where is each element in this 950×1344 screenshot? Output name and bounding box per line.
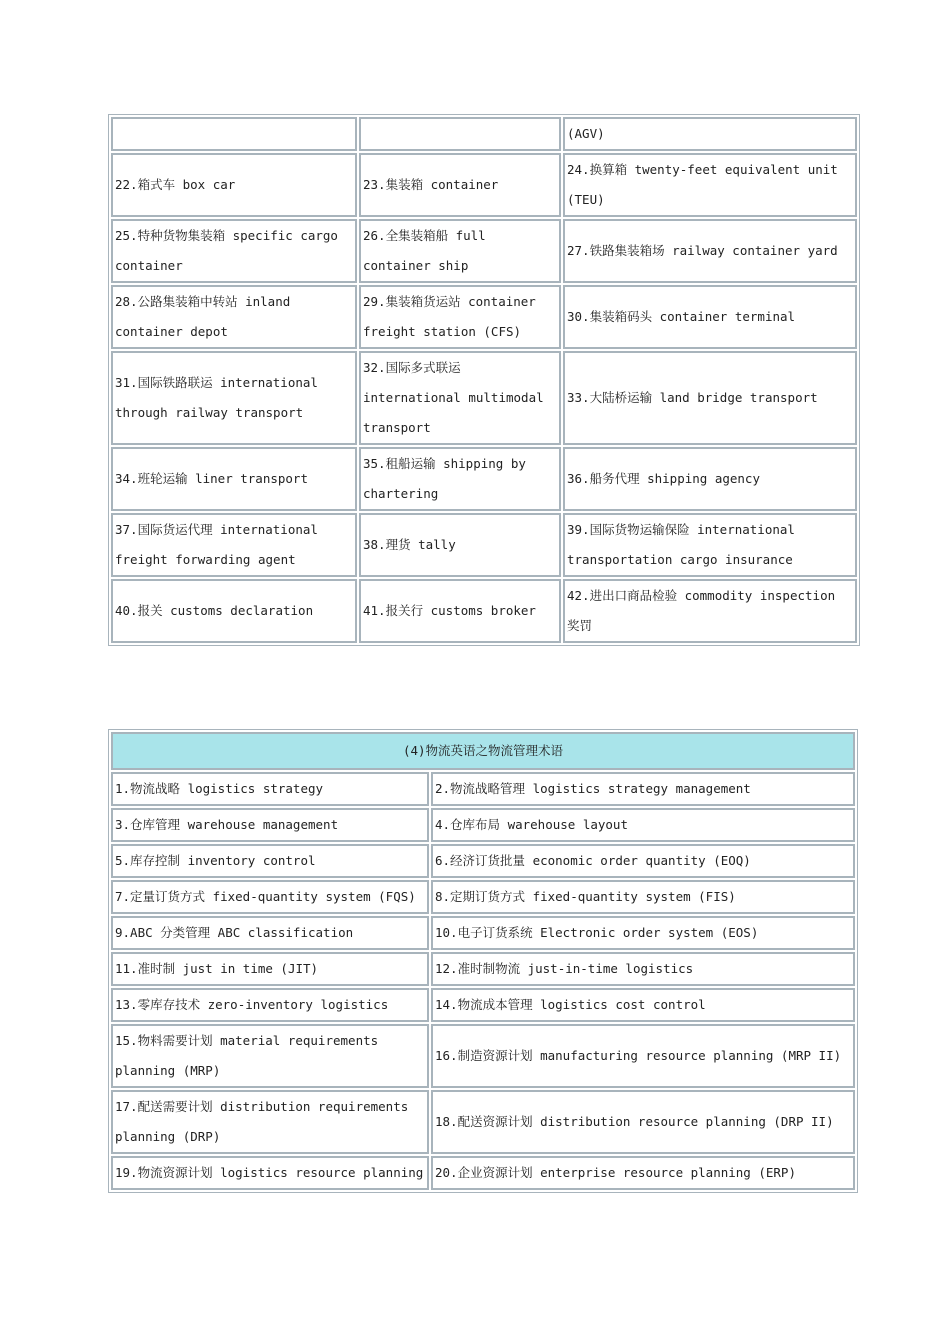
table-row <box>111 153 857 217</box>
table-cell: 37.国际货运代理 international freight forwarding agent <box>111 513 357 577</box>
table-cell: 28.公路集装箱中转站 inland container depot <box>111 285 357 349</box>
table-cell: 9.ABC 分类管理 ABC classification <box>111 916 429 950</box>
table-cell: 15.物料需要计划 material requirements planning (MRP) <box>111 1024 429 1088</box>
table-cell: 14.物流成本管理 logistics cost control <box>431 988 855 1022</box>
table-cell: 30.集装箱码头 container terminal <box>563 285 857 349</box>
table-cell: 36.船务代理 shipping agency <box>563 447 857 511</box>
table-cell: 23.集装箱 container <box>359 153 561 217</box>
table-row <box>111 952 855 986</box>
table-cell: 24.换算箱 twenty-feet equivalent unit (TEU) <box>563 153 857 217</box>
table-row <box>111 880 855 914</box>
table-cell: 4.仓库布局 warehouse layout <box>431 808 855 842</box>
table-cell: 22.箱式车 box car <box>111 153 357 217</box>
table-cell: 17.配送需要计划 distribution requirements planning (DRP) <box>111 1090 429 1154</box>
table-cell: 35.租船运输 shipping by chartering <box>359 447 561 511</box>
table-cell: 7.定量订货方式 fixed-quantity system (FQS) <box>111 880 429 914</box>
management-terms-table <box>108 729 858 1193</box>
table-cell: 41.报关行 customs broker <box>359 579 561 643</box>
table-cell: 8.定期订货方式 fixed-quantity system (FIS) <box>431 880 855 914</box>
table-cell: 19.物流资源计划 logistics resource planning <box>111 1156 429 1190</box>
table-cell <box>111 117 357 151</box>
table-cell: 10.电子订货系统 Electronic order system (EOS) <box>431 916 855 950</box>
table-cell: 31.国际铁路联运 international through railway transport <box>111 351 357 445</box>
table-row <box>111 351 857 445</box>
table-cell: 32.国际多式联运 international multimodal transport <box>359 351 561 445</box>
table-cell: 40.报关 customs declaration <box>111 579 357 643</box>
table-cell: 34.班轮运输 liner transport <box>111 447 357 511</box>
table-cell: 33.大陆桥运输 land bridge transport <box>563 351 857 445</box>
table-cell: 3.仓库管理 warehouse management <box>111 808 429 842</box>
table-title: (4)物流英语之物流管理术语 <box>111 732 855 770</box>
table-cell: 39.国际货物运输保险 international transportation cargo insurance <box>563 513 857 577</box>
table-cell: 20.企业资源计划 enterprise resource planning (ERP) <box>431 1156 855 1190</box>
table-cell <box>359 117 561 151</box>
table-row <box>111 1090 855 1154</box>
table-row <box>111 772 855 806</box>
table-row <box>111 117 857 151</box>
table-cell: 1.物流战略 logistics strategy <box>111 772 429 806</box>
table-row <box>111 844 855 878</box>
table-cell: 13.零库存技术 zero-inventory logistics <box>111 988 429 1022</box>
table-cell: 5.库存控制 inventory control <box>111 844 429 878</box>
table-row <box>111 219 857 283</box>
table-row <box>111 579 857 643</box>
table-cell: 25.特种货物集装箱 specific cargo container <box>111 219 357 283</box>
table-row <box>111 808 855 842</box>
table-row <box>111 513 857 577</box>
table-row <box>111 1156 855 1190</box>
table-cell: 12.准时制物流 just-in-time logistics <box>431 952 855 986</box>
transport-terms-table <box>108 114 860 646</box>
table-cell: 16.制造资源计划 manufacturing resource planning (MRP II) <box>431 1024 855 1088</box>
table-cell: 38.理货 tally <box>359 513 561 577</box>
table-cell: 6.经济订货批量 economic order quantity (EOQ) <box>431 844 855 878</box>
table-cell: 27.铁路集装箱场 railway container yard <box>563 219 857 283</box>
table-row <box>111 447 857 511</box>
table-cell: 2.物流战略管理 logistics strategy management <box>431 772 855 806</box>
table-row <box>111 916 855 950</box>
table-row <box>111 285 857 349</box>
table-cell: (AGV) <box>563 117 857 151</box>
table-cell: 29.集装箱货运站 container freight station (CFS) <box>359 285 561 349</box>
table-row <box>111 1024 855 1088</box>
table-cell: 11.准时制 just in time (JIT) <box>111 952 429 986</box>
table-header-row <box>111 732 855 770</box>
table-row <box>111 988 855 1022</box>
table-cell: 18.配送资源计划 distribution resource planning (DRP II) <box>431 1090 855 1154</box>
table-cell: 26.全集装箱船 full container ship <box>359 219 561 283</box>
table-cell: 42.进出口商品检验 commodity inspection 奖罚 <box>563 579 857 643</box>
